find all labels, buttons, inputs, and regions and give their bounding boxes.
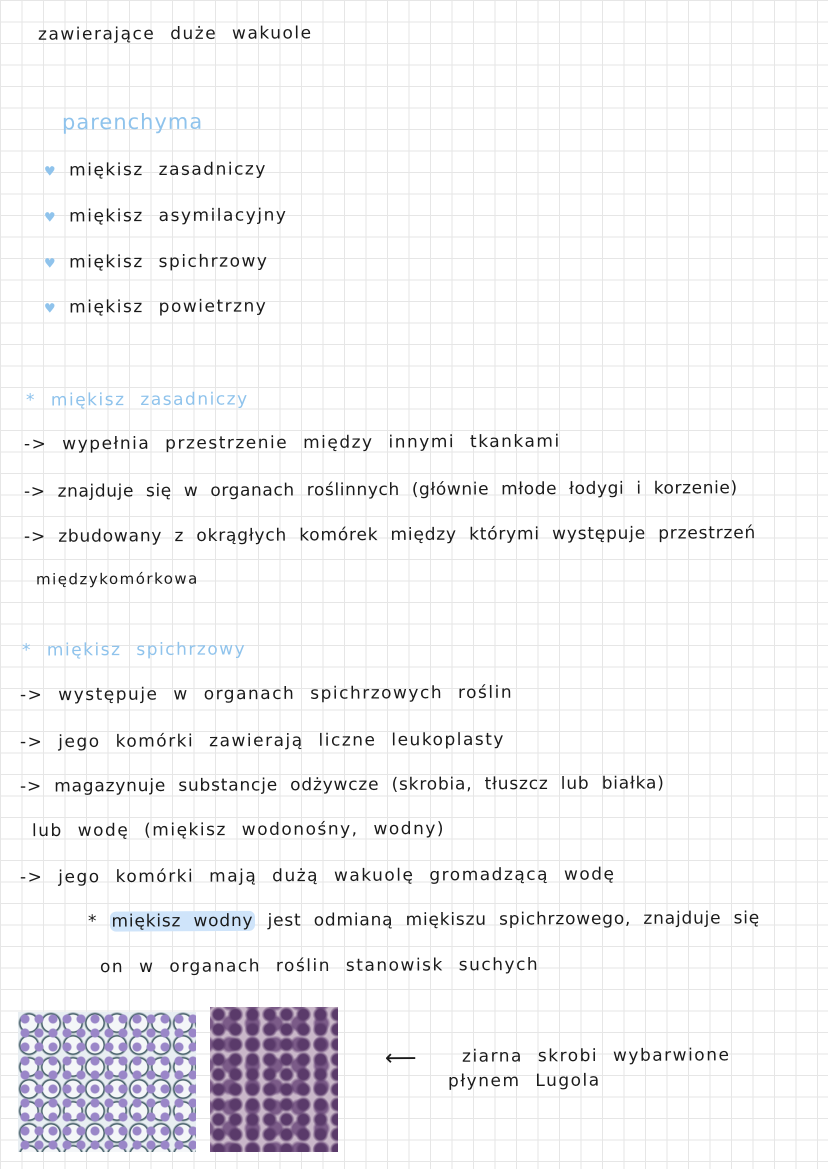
caption-line-2: płynem Lugola [447, 1070, 601, 1092]
intro-line: zawierające duże wakuole [37, 23, 313, 45]
text-line: -> wypełnia przestrzenie między innymi tkankami [23, 431, 561, 455]
heart-icon: ♥ [43, 210, 58, 226]
section-title-zasadniczy: * miękisz zasadniczy [25, 389, 249, 411]
note-line-2: on w organach roślin stanowisk suchych [99, 954, 540, 978]
highlighted-term: miękisz wodny [111, 910, 254, 932]
text-line: -> znajduje się w organach roślinnych (głównie młode łodygi i korzenie) [23, 478, 738, 502]
list-item-label: miękisz spichrzowy [69, 251, 269, 273]
micrograph-parenchyma-cells [18, 1012, 196, 1152]
text-line: -> jego komórki zawierają liczne leukoplasty [19, 729, 506, 753]
list-item [44, 205, 287, 226]
list-item-label: miękisz asymilacyjny [69, 205, 288, 227]
list-item-label: miękisz powietrzny [69, 296, 268, 318]
text-line: -> jego komórki mają dużą wakuolę gromadzącą wodę [19, 864, 616, 888]
caption-line-1: ziarna skrobi wybarwione [461, 1045, 731, 1067]
text-line: -> magazynuje substancje odżywcze (skrobia, tłuszcz lub białka) [19, 773, 665, 797]
list-item [44, 251, 269, 272]
note-text: jest odmianą miękiszu spichrzowego, znajduje się [267, 908, 761, 931]
micrograph-starch-grains [210, 1007, 338, 1152]
text-line: międzykomórkowa [35, 569, 199, 589]
note-line [88, 908, 760, 932]
arrow-left-icon: ⟵ [384, 1045, 419, 1072]
text-line: -> zbudowany z okrągłych komórek między którymi występuje przestrzeń [23, 523, 757, 547]
text-line: -> występuje w organach spichrzowych roślin [19, 682, 514, 706]
parenchyma-title: parenchyma [61, 109, 204, 135]
heart-icon: ♥ [43, 301, 58, 317]
list-item-label: miękisz zasadniczy [69, 159, 267, 181]
list-item [44, 296, 267, 317]
note-star: * [87, 911, 98, 932]
list-item [44, 159, 267, 180]
text-line: lub wodę (miękisz wodonośny, wodny) [31, 818, 446, 842]
section-title-spichrzowy: * miękisz spichrzowy [21, 639, 247, 661]
heart-icon: ♥ [43, 164, 58, 180]
heart-icon: ♥ [43, 256, 58, 272]
